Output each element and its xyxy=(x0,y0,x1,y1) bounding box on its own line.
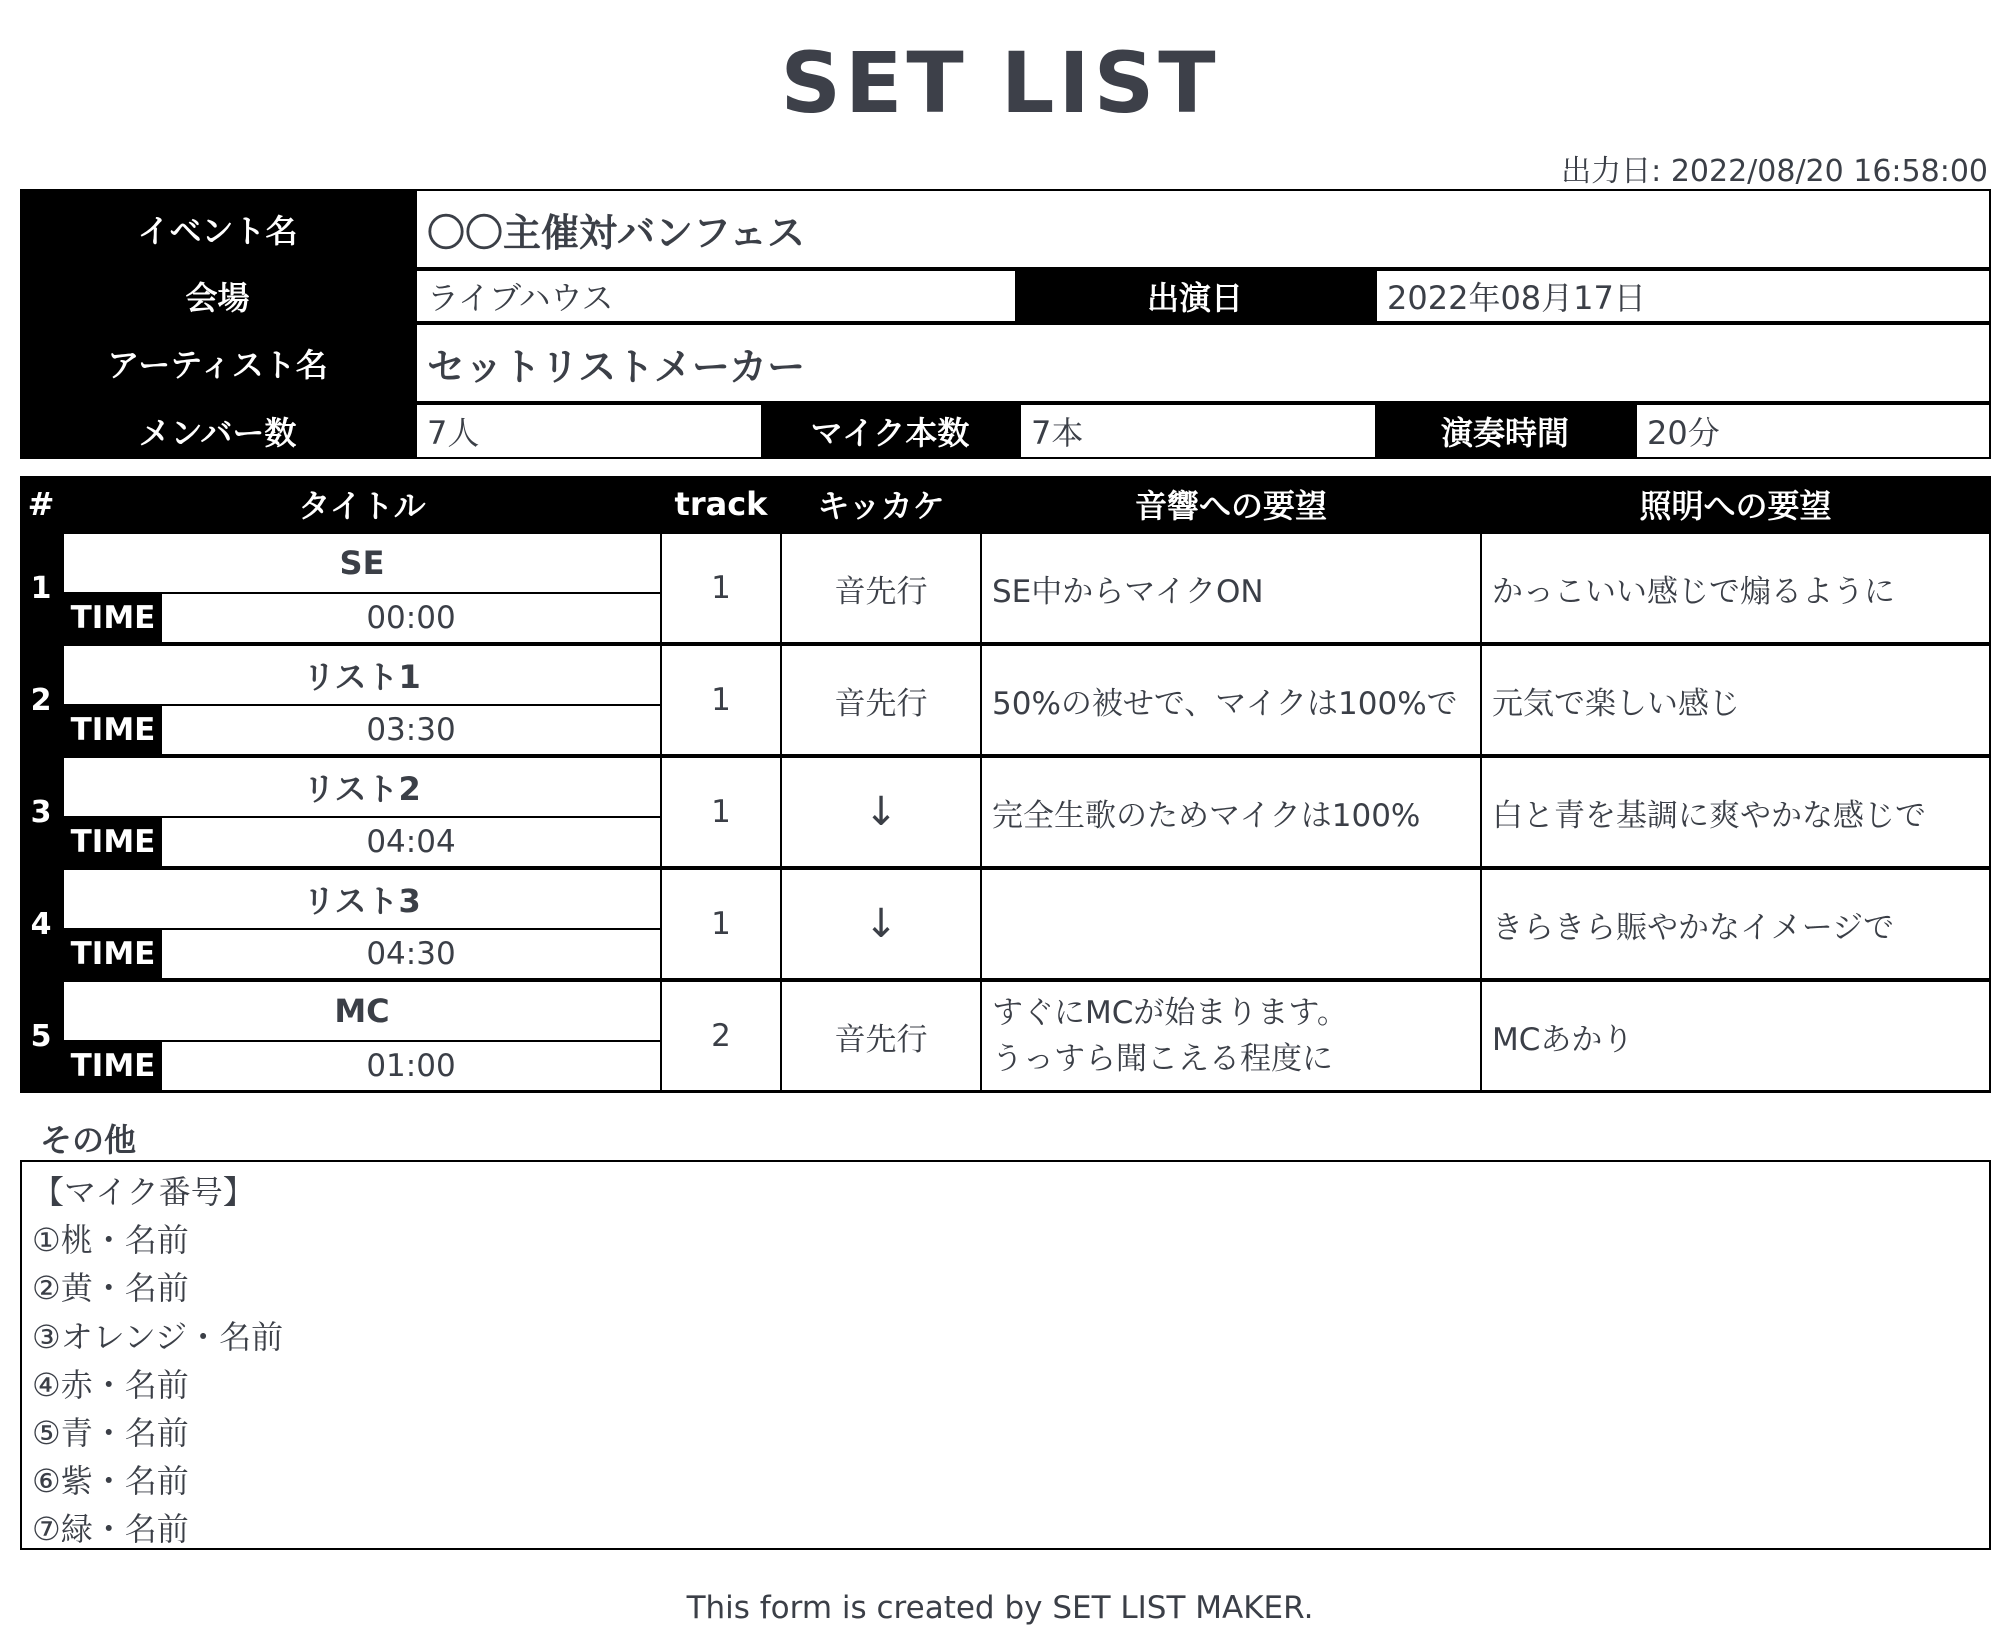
cue-value: ↓ xyxy=(782,758,980,866)
artist-name-value: セットリストメーカー xyxy=(417,325,1989,401)
sound-request: SE中からマイクON xyxy=(982,534,1480,642)
venue-value: ライブハウス xyxy=(417,271,1015,321)
setlist-table xyxy=(20,476,1991,1093)
time-label: TIME xyxy=(70,712,156,748)
notes-line: ④赤・名前 xyxy=(32,1365,189,1404)
footer-credit: This form is created by SET LIST MAKER. xyxy=(686,1590,1314,1626)
cue-value: 音先行 xyxy=(782,646,980,754)
event-name-label: イベント名 xyxy=(137,212,298,250)
notes-line: 【マイク番号】 xyxy=(32,1173,255,1211)
cue-value: ↓ xyxy=(782,870,980,978)
time-value: 04:30 xyxy=(162,930,660,978)
mic-count-label: マイク本数 xyxy=(810,414,970,452)
song-title: リスト3 xyxy=(64,870,660,928)
header-cue: キッカケ xyxy=(817,487,945,525)
lighting-request: かっこいい感じで煽るように xyxy=(1482,534,1989,642)
time-label: TIME xyxy=(70,936,156,972)
lighting-request: MCあかり xyxy=(1482,982,1989,1090)
sound-request-line: すぐにMCが始まります。 xyxy=(992,995,1348,1031)
performance-date-label: 出演日 xyxy=(1146,279,1243,317)
row-number: 5 xyxy=(30,1018,52,1054)
song-title: SE xyxy=(64,534,660,592)
sound-request: 完全生歌のためマイクは100% xyxy=(982,758,1480,866)
lighting-request: きらきら賑やかなイメージで xyxy=(1482,870,1989,978)
time-value: 04:04 xyxy=(162,818,660,866)
table-row xyxy=(20,644,1991,756)
member-count-value: 7人 xyxy=(417,405,761,457)
notes-line: ③オレンジ・名前 xyxy=(32,1317,284,1356)
song-title: リスト1 xyxy=(64,646,660,704)
sound-request xyxy=(982,870,1480,978)
track-value: 1 xyxy=(662,870,780,978)
cue-value: 音先行 xyxy=(782,534,980,642)
mic-count-value: 7本 xyxy=(1021,405,1375,457)
notes-line: ⑤青・名前 xyxy=(32,1414,189,1453)
sound-request xyxy=(982,982,1480,1090)
row-number: 2 xyxy=(30,682,52,718)
song-title: MC xyxy=(64,982,660,1040)
table-row xyxy=(20,532,1991,644)
track-value: 1 xyxy=(662,646,780,754)
sound-request: 50%の被せで、マイクは100%で xyxy=(982,646,1480,754)
notes-line: ②黄・名前 xyxy=(32,1269,189,1308)
lighting-request: 元気で楽しい感じ xyxy=(1482,646,1989,754)
performance-date-value: 2022年08月17日 xyxy=(1377,271,1989,321)
time-label: TIME xyxy=(70,1048,156,1084)
output-date: 出力日: 2022/08/20 16:58:00 xyxy=(1561,154,1988,189)
time-value: 00:00 xyxy=(162,594,660,642)
cue-value: 音先行 xyxy=(782,982,980,1090)
lighting-request: 白と青を基調に爽やかな感じで xyxy=(1482,758,1989,866)
table-row xyxy=(20,980,1991,1093)
row-number: 3 xyxy=(30,794,52,830)
time-label: TIME xyxy=(70,600,156,636)
other-notes-label: その他 xyxy=(40,1121,137,1159)
track-value: 2 xyxy=(662,982,780,1090)
artist-name-label: アーティスト名 xyxy=(107,346,328,384)
event-info-table xyxy=(20,189,1991,459)
track-value: 1 xyxy=(662,758,780,866)
row-number: 4 xyxy=(30,906,52,942)
event-name-value: 〇〇主催対バンフェス xyxy=(417,191,1989,267)
venue-label: 会場 xyxy=(185,279,250,317)
time-value: 03:30 xyxy=(162,706,660,754)
header-track: track xyxy=(674,485,768,523)
notes-line: ①桃・名前 xyxy=(32,1221,189,1260)
header-number: # xyxy=(27,485,55,523)
table-row xyxy=(20,756,1991,868)
notes-line: ⑥紫・名前 xyxy=(32,1462,189,1501)
other-notes-box xyxy=(20,1160,1991,1550)
time-label: TIME xyxy=(70,824,156,860)
row-number: 1 xyxy=(30,570,52,606)
notes-line: ⑦緑・名前 xyxy=(32,1510,189,1549)
sound-request-line: うっすら聞こえる程度に xyxy=(992,1041,1333,1077)
song-title: リスト2 xyxy=(64,758,660,816)
table-row xyxy=(20,868,1991,980)
track-value: 1 xyxy=(662,534,780,642)
header-title: タイトル xyxy=(298,487,426,525)
header-lighting-requests: 照明への要望 xyxy=(1639,487,1832,525)
page-title: SET LIST xyxy=(780,34,1220,132)
header-sound-requests: 音響への要望 xyxy=(1134,487,1327,525)
time-value: 01:00 xyxy=(162,1042,660,1090)
member-count-label: メンバー数 xyxy=(138,414,297,452)
performance-duration-label: 演奏時間 xyxy=(1440,414,1569,452)
performance-duration-value: 20分 xyxy=(1637,405,1989,457)
